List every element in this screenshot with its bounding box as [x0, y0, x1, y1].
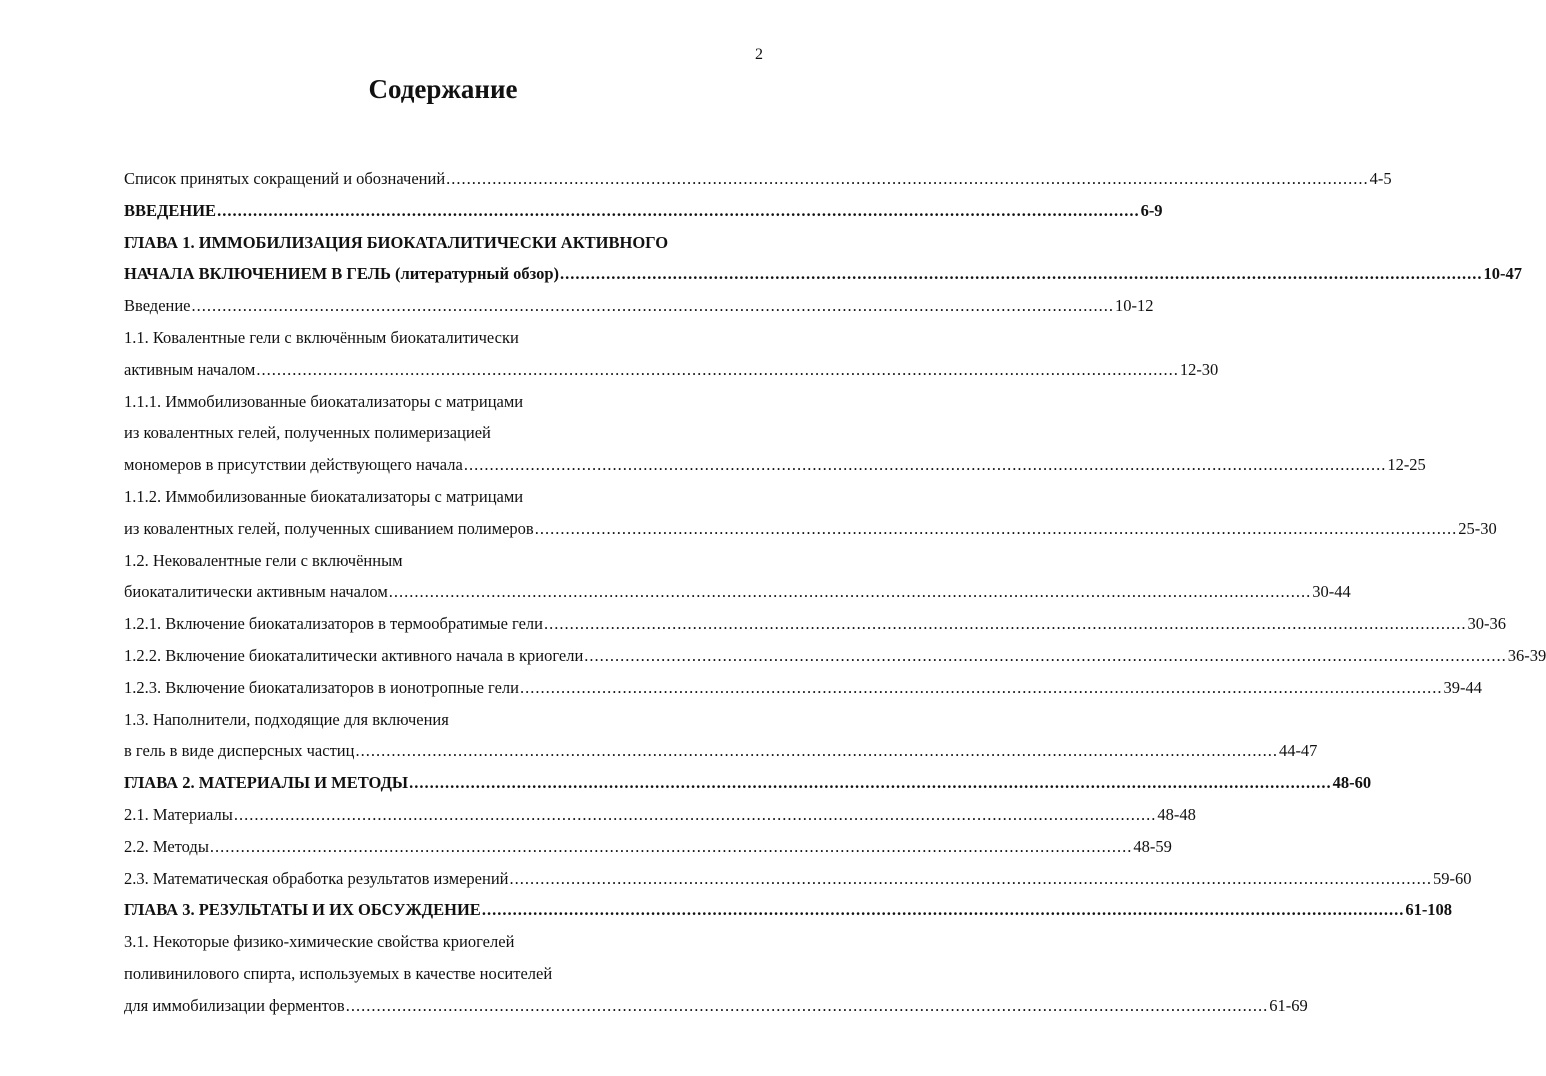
toc-page-range: 44-47 [1278, 741, 1318, 761]
toc-entry-text: 1.2. Нековалентные гели с включённым [124, 550, 403, 570]
toc-entry-text: мономеров в присутствии действующего начала [124, 455, 463, 475]
toc-entry-text: 1.3. Наполнители, подходящие для включения [124, 709, 449, 729]
toc-page-range: 61-69 [1269, 995, 1308, 1015]
toc-leader-dots: .................................................................................................................................................................................... [520, 677, 1443, 697]
toc-entry-text: ВВЕДЕНИЕ [124, 200, 217, 220]
toc-leader-dots: .................................................................................................................................................................................... [191, 296, 1115, 316]
toc-entry-text: Список принятых сокращений и обозначений [124, 169, 446, 188]
toc-line [124, 227, 760, 259]
toc-line [124, 704, 760, 736]
toc-entry-text: в гель в виде дисперсных частиц [124, 741, 355, 761]
toc-page-range: 10-12 [1115, 296, 1154, 316]
toc-entry-text: биокаталитически активным началом [124, 582, 388, 602]
toc-entry [124, 831, 1172, 863]
toc-page-range: 39-44 [1443, 677, 1482, 697]
toc-page-range: 25-30 [1458, 518, 1497, 538]
toc-entry-text: 2.2. Методы [124, 836, 209, 856]
toc-leader-dots: .................................................................................................................................................................................... [233, 804, 1157, 824]
toc-page-range: 48-59 [1133, 836, 1172, 856]
toc-entry-text: для иммобилизации ферментов [124, 995, 345, 1015]
toc-entry-text: ГЛАВА 2. МАТЕРИАЛЫ И МЕТОДЫ [124, 773, 409, 793]
toc-line [124, 926, 760, 958]
toc-entry [124, 767, 1372, 799]
toc-page-range: 30-36 [1467, 614, 1506, 634]
toc-leader-dots: .................................................................................................................................................................................... [209, 836, 1133, 856]
toc-entry-text: 1.1. Ковалентные гели с включённым биокаталитически [124, 327, 519, 347]
toc-entry [124, 290, 1154, 322]
toc-entry-text: НАЧАЛА ВКЛЮЧЕНИЕМ В ГЕЛЬ (литературный обзор) [124, 264, 560, 284]
toc-entry-text: ГЛАВА 1. ИММОБИЛИЗАЦИЯ БИОКАТАЛИТИЧЕСКИ АКТИВНОГО [124, 232, 669, 252]
toc-entry [124, 195, 1163, 227]
toc-page-range: 12-30 [1179, 359, 1219, 379]
toc-entry-text: 1.1.1. Иммобилизованные биокатализаторы с матрицами [124, 391, 524, 411]
toc-leader-dots: .................................................................................................................................................................................... [446, 169, 1369, 188]
toc-leader-dots: .................................................................................................................................................................................... [463, 455, 1387, 475]
toc-entry-text: поливинилового спирта, используемых в качестве носителей [124, 963, 553, 983]
toc-line [124, 386, 760, 418]
toc-entry [124, 258, 1523, 290]
toc-entry-text: Введение [124, 296, 191, 316]
toc-leader-dots: .................................................................................................................................................................................... [388, 582, 1312, 602]
toc-entry [124, 990, 1308, 1022]
toc-page-range: 12-25 [1387, 455, 1426, 475]
toc-page-range: 48-48 [1157, 804, 1196, 824]
toc-entry-text: из ковалентных гелей, полученных полимеризацией [124, 423, 491, 443]
toc-page-range: 48-60 [1332, 773, 1372, 793]
toc-entry-text: из ковалентных гелей, полученных сшиванием полимеров [124, 518, 534, 538]
toc-line [124, 958, 760, 990]
toc-entry-text: 2.3. Математическая обработка результатов измерений [124, 868, 509, 888]
toc-entry-text: ГЛАВА 3. РЕЗУЛЬТАТЫ И ИХ ОБСУЖДЕНИЕ [124, 900, 481, 920]
toc-leader-dots: .................................................................................................................................................................................... [217, 200, 1140, 220]
toc-page-range: 30-44 [1312, 582, 1351, 602]
page-title: Содержание [368, 74, 518, 104]
toc-leader-dots: .................................................................................................................................................................................... [345, 995, 1269, 1015]
toc-page-range: 61-108 [1405, 900, 1453, 920]
table-of-contents [124, 163, 1546, 1022]
page-number: 2 [755, 46, 763, 63]
toc-entry [124, 608, 1506, 640]
toc-entry-text: 2.1. Материалы [124, 804, 233, 824]
toc-entry [124, 672, 1482, 704]
toc-entry [124, 163, 1392, 195]
toc-entry [124, 735, 1318, 767]
toc-entry-text: 1.1.2. Иммобилизованные биокатализаторы с матрицами [124, 486, 524, 506]
toc-leader-dots: .................................................................................................................................................................................... [509, 868, 1432, 888]
toc-page-range: 36-39 [1507, 645, 1546, 665]
toc-entry [124, 640, 1546, 672]
toc-leader-dots: .................................................................................................................................................................................... [355, 741, 1278, 761]
toc-leader-dots: .................................................................................................................................................................................... [560, 264, 1483, 284]
toc-entry-text: 1.2.2. Включение биокаталитически активного начала в криогели [124, 645, 584, 665]
toc-entry [124, 354, 1219, 386]
toc-line [124, 545, 760, 577]
toc-page-range: 4-5 [1369, 169, 1392, 188]
toc-entry-text: 1.2.3. Включение биокатализаторов в ионотропные гели [124, 677, 519, 697]
toc-line [124, 322, 760, 354]
toc-leader-dots: .................................................................................................................................................................................... [534, 518, 1458, 538]
toc-leader-dots: .................................................................................................................................................................................... [584, 645, 1507, 665]
toc-page-range: 10-47 [1483, 264, 1523, 284]
toc-entry [124, 513, 1497, 545]
toc-entry [124, 863, 1472, 895]
toc-entry [124, 576, 1351, 608]
toc-page-range: 6-9 [1140, 200, 1163, 220]
toc-entry-text: 1.2.1. Включение биокатализаторов в термообратимые гели [124, 614, 543, 634]
toc-leader-dots: .................................................................................................................................................................................... [409, 773, 1332, 793]
toc-leader-dots: .................................................................................................................................................................................... [543, 614, 1467, 634]
toc-entry [124, 799, 1196, 831]
toc-line [124, 417, 760, 449]
toc-entry-text: активным началом [124, 359, 256, 379]
toc-leader-dots: .................................................................................................................................................................................... [256, 359, 1179, 379]
toc-entry [124, 449, 1426, 481]
toc-page-range: 59-60 [1433, 868, 1472, 888]
toc-leader-dots: .................................................................................................................................................................................... [481, 900, 1405, 920]
toc-line [124, 481, 760, 513]
toc-entry [124, 894, 1453, 926]
toc-entry-text: 3.1. Некоторые физико-химические свойства криогелей [124, 932, 515, 952]
